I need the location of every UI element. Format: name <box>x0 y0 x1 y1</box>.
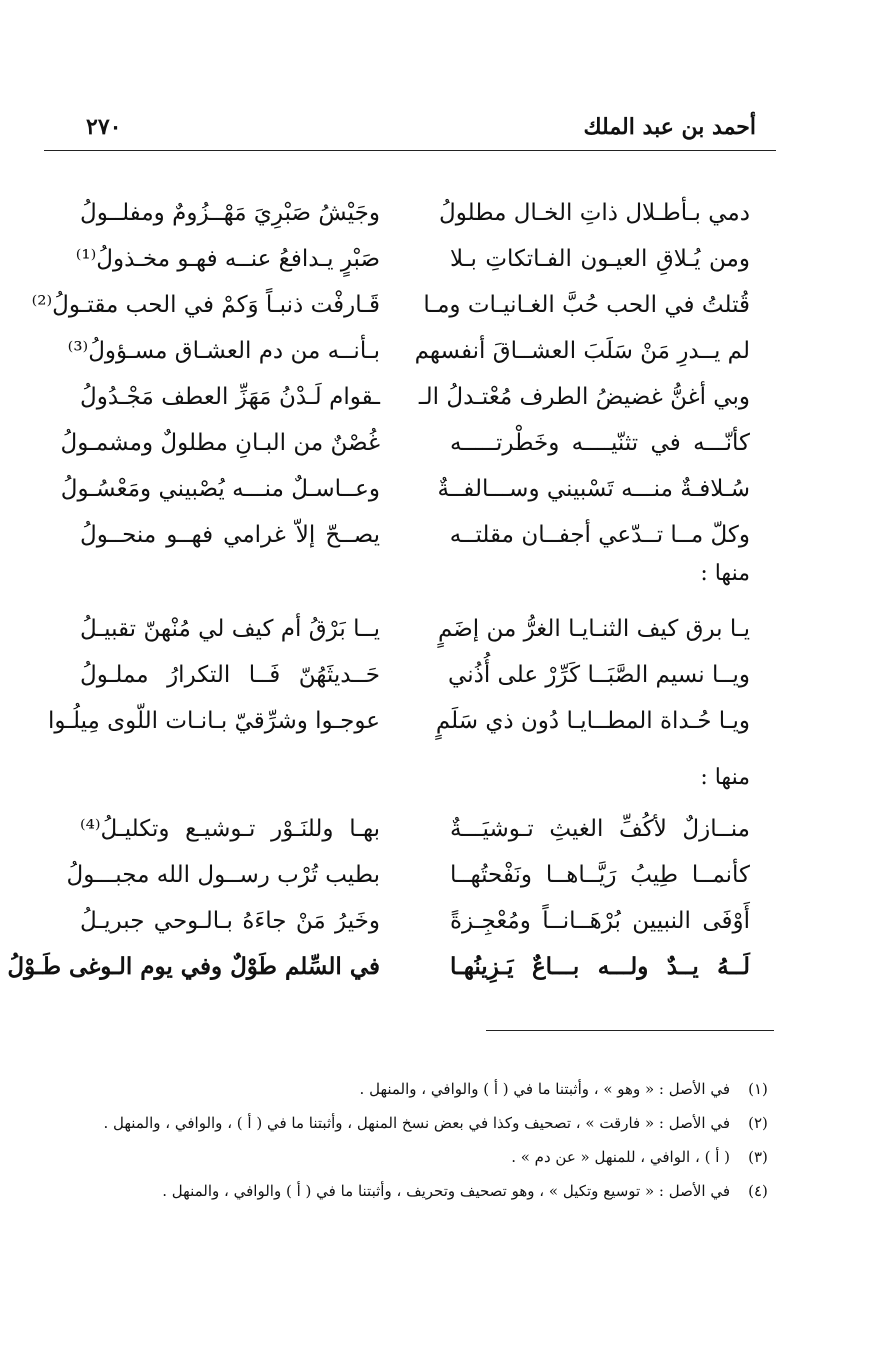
footnote <box>44 1140 776 1174</box>
hemistich-left: وجَيْشُ صَبْرِيَ مَهْــزُومٌ ومفلــولُ <box>80 200 380 226</box>
verse <box>60 420 750 466</box>
verse <box>31 282 750 328</box>
verse <box>70 806 750 852</box>
verse <box>70 190 750 236</box>
hemistich-left: وخَيرُ مَنْ جاءَهُ بـالـوحي جبريـلُ <box>80 908 380 934</box>
page-header <box>44 112 776 151</box>
footnote-number: (٤) <box>748 1182 768 1200</box>
book-title: أحمد بن عبد الملك <box>583 114 756 140</box>
hemistich-left: حَــديثَهُنّ فَــا التكرارُ مملـولُ <box>80 662 380 688</box>
hemistich-right: كأنّـــه في تثنّيــــه وخَطْرتـــــه <box>450 430 750 456</box>
footnote <box>44 1072 776 1106</box>
hemistich-right: ويـا حُـداة المطــايـا دُون ذي سَلَمٍ <box>435 708 750 734</box>
page-number: ٢٧٠ <box>86 114 122 140</box>
footnote-text: في الأصل : « توسيع وتكيل » ، وهو تصحيف وتحريف ، وأثبتنا ما في ( أ ) والوافي ، والمنهل . <box>162 1182 730 1200</box>
hemistich-right: كأنمــا طِيبُ رَيَّــاهــا ونَفْحتُهــا <box>450 862 750 888</box>
hemistich-left: بهـا وللنَـوْر تـوشيـع وتكليـلُ⁽⁴⁾ <box>80 816 380 842</box>
verse <box>66 852 750 898</box>
footnote-number: (٣) <box>748 1148 768 1166</box>
verse <box>7 944 750 990</box>
hemistich-right: ومن يُـلاقِ العيـون الفـاتكاتِ بـلا <box>450 246 750 272</box>
hemistich-right: سُـلافـةٌ منـــه تَسْبيني وســـالفــةٌ <box>437 476 750 502</box>
hemistich-left: يصــحّ إلاّ غرامي فهــو منحــولُ <box>80 522 380 548</box>
hemistich-left: قَـارفْت ذنبـاً وَكمْ في الحب مقتـولُ⁽²⁾ <box>31 292 380 318</box>
verse <box>60 466 750 512</box>
verse <box>47 698 750 744</box>
footnote-number: (٢) <box>748 1114 768 1132</box>
footnote-separator <box>486 1030 774 1031</box>
hemistich-left: في السِّلم طَوْلٌ وفي يوم الـوغى طَـوْلُ <box>7 953 380 980</box>
verse <box>70 236 750 282</box>
verse <box>67 328 750 374</box>
footnote-number: (١) <box>748 1080 768 1098</box>
hemistich-right: لم يــدرِ مَنْ سَلَبَ العشــاقَ أنفسهم <box>414 338 750 364</box>
verse <box>70 374 750 420</box>
hemistich-right: يـا برق كيف الثنـايـا الغرُّ من إضَمٍ <box>437 616 750 642</box>
hemistich-right: ويــا نسيم الصَّبَــا كَرِّرْ على أُذُني <box>448 662 750 688</box>
hemistich-left: يــا بَرْقُ أم كيف لي مُنْهنّ تقبيـلُ <box>80 616 380 642</box>
hemistich-left: بـأنــه من دم العشـاق مسـؤولُ⁽³⁾ <box>67 338 380 364</box>
footnote <box>44 1106 776 1140</box>
hemistich-left: وعــاسـلٌ منـــه يُصْبيني ومَعْسُـولُ <box>60 476 380 502</box>
verse <box>70 512 750 558</box>
hemistich-left: عوجـوا وشرِّقيّ بـانـات اللّوى مِيلُـوا <box>47 708 380 734</box>
hemistich-right: منــازلٌ لأكُفِّ الغيثِ تـوشيَـــةٌ <box>450 816 750 842</box>
verse <box>70 606 750 652</box>
verse <box>70 898 750 944</box>
section-marker: منها : <box>700 561 750 586</box>
verse <box>70 652 750 698</box>
footnote <box>44 1174 776 1208</box>
hemistich-left: بطيب تُرْب رســول الله مجبـــولُ <box>66 862 380 888</box>
hemistich-right: قُتلتُ في الحب حُبَّ الغـانيـات ومـا <box>423 292 750 318</box>
hemistich-right: لَــهُ يــدٌ ولـــه بـــاعٌ يَـزِينُهـا <box>450 953 750 980</box>
hemistich-right: وبي أغنُّ غضيضُ الطرف مُعْتـدلُ الـ <box>418 384 750 410</box>
hemistich-left: صَبْرٍ يـدافعُ عنــه فهـو مخـذولُ⁽¹⁾ <box>75 246 380 272</box>
footnote-text: ( أ ) ، الوافي ، للمنهل « عن دم » . <box>511 1148 730 1166</box>
footnote-text: في الأصل : « فارقت » ، تصحيف وكذا في بعض نسخ المنهل ، وأثبتنا ما في ( أ ) ، والوافي ، والمنهل . <box>103 1114 730 1132</box>
hemistich-left: غُصْنٌ من البـانِ مطلولٌ ومشمـولُ <box>60 430 380 456</box>
hemistich-right: أَوْفَى النبيين بُرْهَــانــاً ومُعْجِـزةً <box>450 908 750 934</box>
hemistich-left: ـقوام لَـدْنُ مَهَزِّ العطف مَجْـدُولُ <box>80 384 380 410</box>
hemistich-right: دمي بـأطـلال ذاتِ الخـال مطلولُ <box>439 200 750 226</box>
hemistich-right: وكلّ مــا تــدّعي أجفــان مقلتــه <box>449 522 750 548</box>
footnote-text: في الأصل : « وهو » ، وأثبتنا ما في ( أ ) والوافي ، والمنهل . <box>359 1080 730 1098</box>
section-marker: منها : <box>700 765 750 790</box>
